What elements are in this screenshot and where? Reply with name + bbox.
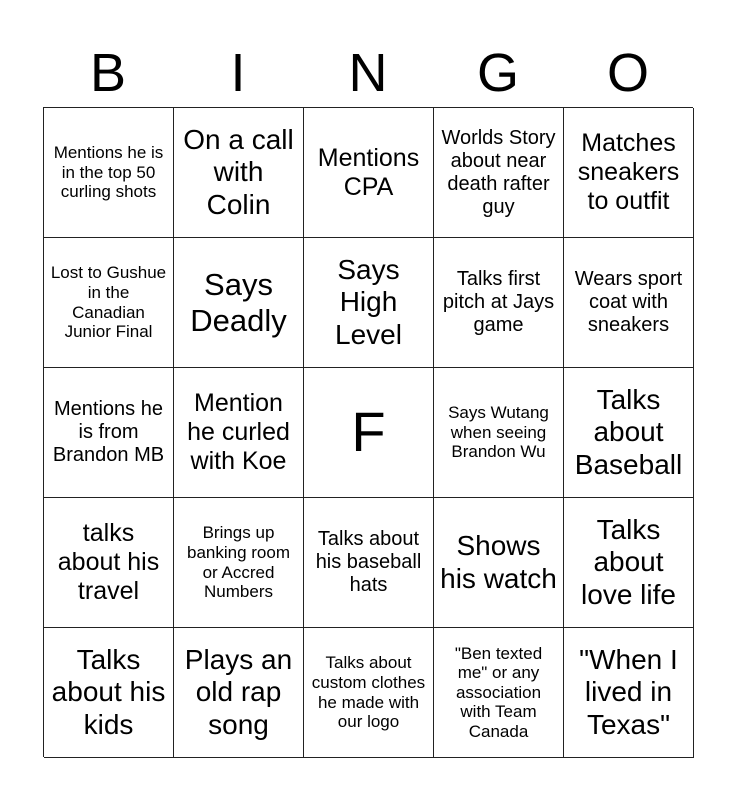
header-letter-g: G: [476, 43, 519, 103]
bingo-cell[interactable]: [564, 498, 694, 628]
bingo-cell-text: Worlds Story about near death rafter guy: [441, 126, 556, 218]
bingo-cell[interactable]: [44, 498, 174, 628]
bingo-cell-text: "When I lived in Texas": [579, 644, 678, 740]
header-letter-o: O: [606, 43, 649, 103]
bingo-cell[interactable]: [44, 108, 174, 238]
bingo-cell-text: Says Deadly: [190, 266, 287, 338]
bingo-cell[interactable]: [174, 368, 304, 498]
bingo-cell-text: Mentions he is from Brandon MB: [52, 398, 165, 466]
header-letter-b: B: [89, 43, 127, 103]
bingo-cell[interactable]: [564, 628, 694, 758]
bingo-cell[interactable]: [434, 498, 564, 628]
bingo-cell-text: Brings up banking room or Accred Numbers: [186, 523, 290, 602]
bingo-cell[interactable]: [44, 628, 174, 758]
bingo-cell-text: Talks about his baseball hats: [315, 528, 422, 596]
bingo-cell-text: Mentions CPA: [317, 143, 420, 201]
bingo-cell-text: Talks about love life: [581, 514, 676, 610]
bingo-cell[interactable]: [304, 628, 434, 758]
bingo-cell-text: "Ben texted me" or any association with Team Canada: [454, 643, 543, 741]
bingo-cell-text: Talks about custom clothes he made with our logo: [311, 653, 426, 732]
bingo-cell[interactable]: [564, 238, 694, 368]
bingo-cell-text: Wears sport coat with sneakers: [574, 268, 683, 336]
bingo-cell[interactable]: [434, 238, 564, 368]
bingo-cell-text: Shows his watch: [440, 530, 557, 594]
bingo-cell-text: On a call with Colin: [183, 124, 294, 220]
bingo-cell[interactable]: [44, 368, 174, 498]
bingo-cell-text: Talks about his kids: [51, 644, 166, 740]
bingo-cell-text: Lost to Gushue in the Canadian Junior Final: [50, 263, 167, 342]
bingo-cell-text: talks about his travel: [57, 519, 160, 605]
bingo-cell-text: Mentions he is in the top 50 curling shots: [53, 143, 164, 202]
bingo-cell-text: Matches sneakers to outfit: [577, 129, 680, 215]
bingo-cell-text: Talks first pitch at Jays game: [442, 268, 555, 336]
header-letter-n: N: [348, 43, 388, 103]
bingo-cell[interactable]: [434, 108, 564, 238]
bingo-cell-text: Says Wutang when seeing Brandon Wu: [448, 403, 549, 462]
header-letter-i: I: [230, 43, 246, 103]
bingo-cell[interactable]: [174, 238, 304, 368]
bingo-cell-text: Mention he curled with Koe: [187, 389, 290, 475]
bingo-cell[interactable]: [174, 108, 304, 238]
bingo-card: [43, 107, 693, 757]
bingo-cell[interactable]: [174, 628, 304, 758]
bingo-cell[interactable]: [564, 108, 694, 238]
bingo-cell[interactable]: [304, 498, 434, 628]
bingo-cell[interactable]: [304, 108, 434, 238]
bingo-cell[interactable]: [174, 498, 304, 628]
bingo-cell-text: Plays an old rap song: [184, 644, 293, 740]
bingo-cell[interactable]: [304, 238, 434, 368]
bingo-cell-text: Says High Level: [335, 254, 402, 350]
bingo-header: [43, 38, 693, 108]
bingo-cell[interactable]: [434, 368, 564, 498]
bingo-cell-text: Talks about Baseball: [574, 384, 683, 480]
bingo-cell[interactable]: [434, 628, 564, 758]
bingo-cell[interactable]: [564, 368, 694, 498]
bingo-cell[interactable]: [44, 238, 174, 368]
bingo-cell-text: F: [351, 400, 386, 464]
free-space-cell[interactable]: [304, 368, 434, 498]
